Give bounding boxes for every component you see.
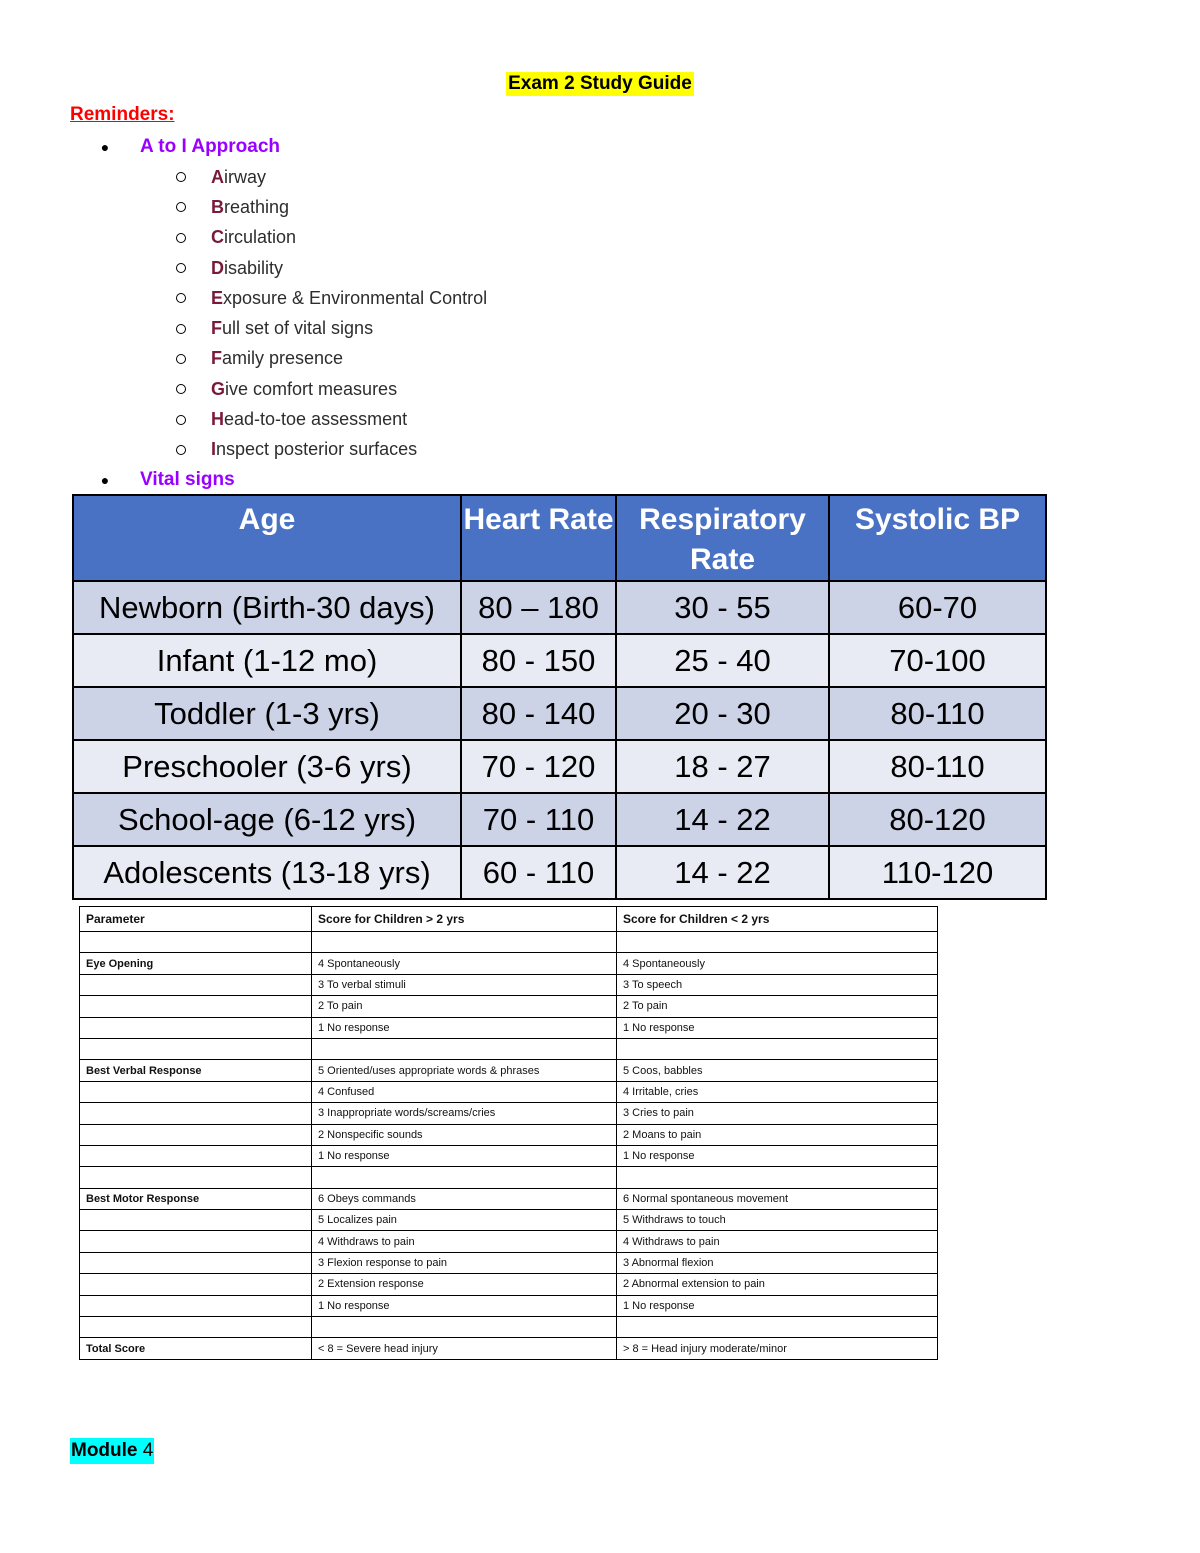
hollow-circle-icon [176,233,186,243]
vital-header-cell: Respiratory Rate [616,495,829,581]
table-cell [80,974,312,995]
table-cell: 5 Withdraws to touch [617,1210,938,1231]
module-number: 4 [142,1440,154,1461]
table-cell: Best Motor Response [80,1188,312,1209]
table-cell: > 8 = Head injury moderate/minor [617,1338,938,1359]
table-cell [312,1167,617,1188]
table-row [80,1317,938,1338]
table-cell: 3 Flexion response to pain [312,1252,617,1273]
table-cell: Adolescents (13-18 yrs) [73,846,461,899]
table-row [80,1231,938,1252]
bullet-item [70,465,487,495]
table-cell [80,1295,312,1316]
table-cell: 4 Withdraws to pain [617,1231,938,1252]
table-cell [80,1252,312,1273]
table-cell: 3 Abnormal flexion [617,1252,938,1273]
table-row [80,1017,938,1038]
hollow-circle-icon [176,172,186,182]
gcs-header-cell: Parameter [80,907,312,932]
sub-list-item [70,344,487,374]
hollow-circle-icon [176,324,186,334]
sub-list-item [70,404,487,434]
table-cell: 25 - 40 [616,634,829,687]
table-row [80,1167,938,1188]
table-cell: 80 - 140 [461,687,616,740]
sub-list-item [70,283,487,313]
gcs-header-row [80,907,938,932]
table-row [80,953,938,974]
sub-item-text [211,258,283,279]
sub-item-text [211,197,289,218]
table-row [80,1103,938,1124]
table-cell: 2 To pain [617,996,938,1017]
table-cell: 70 - 120 [461,740,616,793]
vital-header-cell: Systolic BP [829,495,1046,581]
vital-header-cell: Age [73,495,461,581]
table-cell: 14 - 22 [616,846,829,899]
table-row [80,1038,938,1059]
table-row [80,996,938,1017]
table-cell: 80 - 150 [461,634,616,687]
table-cell: 20 - 30 [616,687,829,740]
module-word: Module [71,1440,138,1461]
sub-item-rest: reathing [224,196,290,217]
table-cell: 80-110 [829,687,1046,740]
table-cell: 5 Localizes pain [312,1210,617,1231]
sub-item-initial: A [211,166,224,187]
sub-list-item [70,313,487,343]
bullet-item [70,132,487,465]
table-cell: 70-100 [829,634,1046,687]
bullet-dot-icon: ● [100,139,110,155]
bullet-label: Vital signs [140,468,235,490]
table-row [73,687,1046,740]
table-cell: Total Score [80,1338,312,1359]
title-container [0,72,1200,96]
table-cell: 3 To verbal stimuli [312,974,617,995]
table-cell: Newborn (Birth-30 days) [73,581,461,634]
table-row [80,1338,938,1359]
table-cell: 60-70 [829,581,1046,634]
sub-item-initial: I [211,439,217,460]
hollow-circle-icon [176,354,186,364]
table-row [80,1145,938,1166]
table-cell [80,1274,312,1295]
table-cell: 5 Coos, babbles [617,1060,938,1081]
table-row [73,793,1046,846]
table-cell [80,1038,312,1059]
table-cell: < 8 = Severe head injury [312,1338,617,1359]
sub-list-item [70,162,487,192]
table-row [80,932,938,953]
table-cell [80,1081,312,1102]
sub-item-rest: irway [224,166,267,187]
bullet-list [70,132,487,495]
bullet-row [70,465,487,495]
table-row [73,846,1046,899]
table-cell: 110-120 [829,846,1046,899]
table-row [80,1081,938,1102]
table-cell: 4 Spontaneously [312,953,617,974]
hollow-circle-icon [176,445,186,455]
sub-item-text [211,227,296,248]
sub-item-rest: nspect posterior surfaces [216,439,418,460]
sub-item-text [211,409,407,430]
page-title: Exam 2 Study Guide [508,73,692,94]
sub-item-initial: H [211,409,224,430]
table-row [80,1060,938,1081]
table-cell: 80-110 [829,740,1046,793]
table-cell [617,1317,938,1338]
table-cell [80,1145,312,1166]
table-cell: 3 To speech [617,974,938,995]
table-cell: 4 Withdraws to pain [312,1231,617,1252]
table-cell [80,1231,312,1252]
gcs-header-cell: Score for Children < 2 yrs [617,907,938,932]
sub-item-text [211,167,266,188]
table-cell: 6 Obeys commands [312,1188,617,1209]
hollow-circle-icon [176,202,186,212]
table-cell [312,932,617,953]
table-cell: 4 Spontaneously [617,953,938,974]
hollow-circle-icon [176,384,186,394]
table-cell [312,1038,617,1059]
table-cell: Preschooler (3-6 yrs) [73,740,461,793]
sub-list [70,162,487,465]
table-cell [617,932,938,953]
bullet-row [70,132,487,162]
table-cell: 3 Cries to pain [617,1103,938,1124]
table-cell: 4 Confused [312,1081,617,1102]
sub-item-rest: ive comfort measures [225,378,398,399]
table-cell [312,1317,617,1338]
table-row [73,581,1046,634]
vital-signs-table [72,494,1047,900]
sub-item-initial: F [211,348,222,369]
sub-list-item [70,253,487,283]
table-cell: 1 No response [312,1017,617,1038]
table-row [80,974,938,995]
table-cell [80,932,312,953]
sub-list-item [70,192,487,222]
sub-item-text [211,318,373,339]
sub-item-rest: xposure & Environmental Control [223,287,488,308]
table-cell [80,996,312,1017]
glasgow-coma-scale-table [79,906,938,1360]
table-cell: 2 Nonspecific sounds [312,1124,617,1145]
table-cell [80,1317,312,1338]
sub-item-initial: F [211,318,222,339]
vital-header-cell: Heart Rate [461,495,616,581]
sub-list-item [70,223,487,253]
sub-item-text [211,288,487,309]
module-heading [70,1438,154,1464]
table-cell: 30 - 55 [616,581,829,634]
sub-item-rest: irculation [224,227,297,248]
table-cell: 60 - 110 [461,846,616,899]
sub-item-initial: D [211,257,224,278]
table-row [80,1274,938,1295]
hollow-circle-icon [176,415,186,425]
table-cell: 5 Oriented/uses appropriate words & phrases [312,1060,617,1081]
table-cell [80,1167,312,1188]
table-cell: 14 - 22 [616,793,829,846]
table-cell: Best Verbal Response [80,1060,312,1081]
vital-signs-header-row [73,495,1046,581]
table-cell: 18 - 27 [616,740,829,793]
table-cell: School-age (6-12 yrs) [73,793,461,846]
table-cell: Eye Opening [80,953,312,974]
sub-item-rest: amily presence [222,348,344,369]
table-cell: 1 No response [312,1295,617,1316]
table-cell: 2 Abnormal extension to pain [617,1274,938,1295]
table-cell [617,1167,938,1188]
sub-item-text [211,379,397,400]
table-row [80,1210,938,1231]
sub-item-rest: isability [224,257,284,278]
table-cell [80,1210,312,1231]
sub-item-initial: C [211,227,224,248]
gcs-header-cell: Score for Children > 2 yrs [312,907,617,932]
sub-list-item [70,374,487,404]
sub-item-text [211,439,417,460]
table-cell: 1 No response [617,1295,938,1316]
table-cell: 1 No response [312,1145,617,1166]
table-cell: 70 - 110 [461,793,616,846]
hollow-circle-icon [176,263,186,273]
table-cell: 80-120 [829,793,1046,846]
hollow-circle-icon [176,293,186,303]
sub-item-initial: E [211,287,224,308]
table-cell: Toddler (1-3 yrs) [73,687,461,740]
table-cell [80,1017,312,1038]
table-cell: 2 Moans to pain [617,1124,938,1145]
table-row [80,1188,938,1209]
bullet-dot-icon: ● [100,471,110,488]
sub-list-item [70,435,487,465]
table-cell: 4 Irritable, cries [617,1081,938,1102]
table-row [80,1124,938,1145]
table-cell: 6 Normal spontaneous movement [617,1188,938,1209]
table-cell: 80 – 180 [461,581,616,634]
table-row [73,740,1046,793]
sub-item-rest: ull set of vital signs [222,318,374,339]
sub-item-initial: B [211,196,224,217]
table-row [80,1252,938,1273]
table-cell: Infant (1-12 mo) [73,634,461,687]
table-cell [80,1124,312,1145]
table-cell [617,1038,938,1059]
table-cell: 3 Inappropriate words/screams/cries [312,1103,617,1124]
table-cell: 1 No response [617,1145,938,1166]
table-cell [80,1103,312,1124]
table-row [73,634,1046,687]
reminders-heading: Reminders: [70,104,175,125]
table-cell: 1 No response [617,1017,938,1038]
sub-item-rest: ead-to-toe assessment [224,409,408,430]
sub-item-initial: G [211,378,226,399]
table-row [80,1295,938,1316]
bullet-label: A to I Approach [140,136,281,157]
table-cell: 2 To pain [312,996,617,1017]
sub-item-text [211,348,343,369]
table-cell: 2 Extension response [312,1274,617,1295]
